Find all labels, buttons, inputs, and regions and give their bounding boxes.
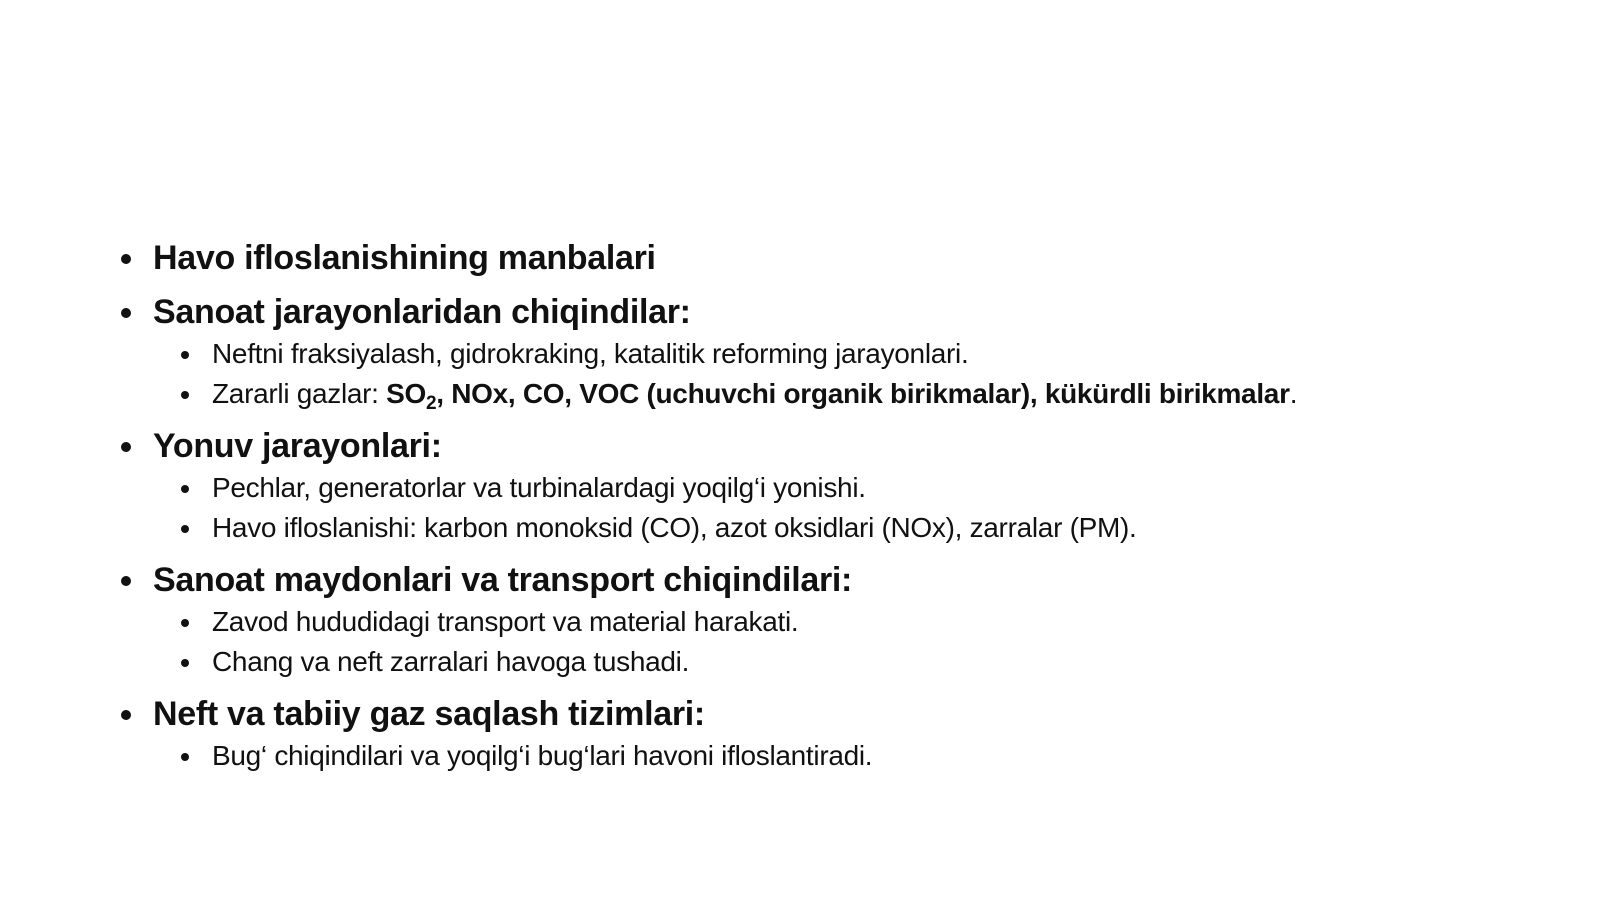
bullet-text: Neft va tabiiy gaz saqlash tizimlari:	[153, 695, 705, 733]
bullet-item-storage-systems	[120, 692, 1540, 736]
sub-bullet-text: Zavod hududidagi transport va material harakati.	[212, 606, 799, 637]
sub-bullet-prefix: Zararli gazlar:	[212, 378, 387, 409]
bullet-icon	[121, 308, 131, 318]
bullet-text: Sanoat jarayonlaridan chiqindilar:	[153, 293, 691, 331]
sub-bullet-text: Havo ifloslanishi: karbon monoksid (CO), azot oksidlari (NOx), zarralar (PM).	[212, 512, 1137, 543]
sub-bullet-icon	[181, 525, 189, 533]
sub-bullet-item	[120, 737, 1540, 775]
sub-bullet-suffix: .	[1289, 378, 1298, 409]
sub-bullet-icon	[181, 391, 189, 399]
sub-bullet-item	[120, 469, 1540, 507]
sub-bullet-icon	[181, 351, 189, 359]
sub-bullet-icon	[181, 659, 189, 667]
formula-subscript: 2	[426, 393, 437, 414]
bold-gas-list: , NOx, CO, VOC (uchuvchi organik birikmalar), kükürdli birikmalar	[436, 378, 1290, 409]
bullet-text: Havo ifloslanishining manbalari	[153, 239, 656, 277]
bullet-icon	[121, 710, 131, 720]
bullet-icon	[121, 442, 131, 452]
sub-bullet-item	[120, 603, 1540, 641]
bullet-list	[120, 236, 1540, 775]
sub-bullet-icon	[181, 485, 189, 493]
bullet-text: Yonuv jarayonlari:	[153, 427, 442, 465]
sub-bullet-text: Neftni fraksiyalash, gidrokraking, katalitik reforming jarayonlari.	[212, 338, 969, 369]
bullet-item-industrial-processes	[120, 290, 1540, 334]
bullet-item-combustion	[120, 424, 1540, 468]
bullet-icon	[121, 254, 131, 264]
sub-bullet-text: Chang va neft zarralari havoga tushadi.	[212, 646, 690, 677]
bullet-item-sites-transport	[120, 558, 1540, 602]
formula-so: SO	[386, 378, 426, 409]
bullet-icon	[121, 576, 131, 586]
sub-bullet-item-harmful-gases	[120, 375, 1540, 413]
bullet-item-air-pollution-sources	[120, 236, 1540, 280]
sub-bullet-text: Bug‘ chiqindilari va yoqilg‘i bug‘lari havoni ifloslantiradi.	[212, 740, 873, 771]
sub-bullet-text: Pechlar, generatorlar va turbinalardagi yoqilg‘i yonishi.	[212, 472, 866, 503]
sub-bullet-icon	[181, 619, 189, 627]
bullet-text: Sanoat maydonlari va transport chiqindilari:	[153, 561, 853, 599]
sub-bullet-item	[120, 335, 1540, 373]
sub-bullet-item	[120, 643, 1540, 681]
sub-bullet-item	[120, 509, 1540, 547]
sub-bullet-icon	[181, 753, 189, 761]
